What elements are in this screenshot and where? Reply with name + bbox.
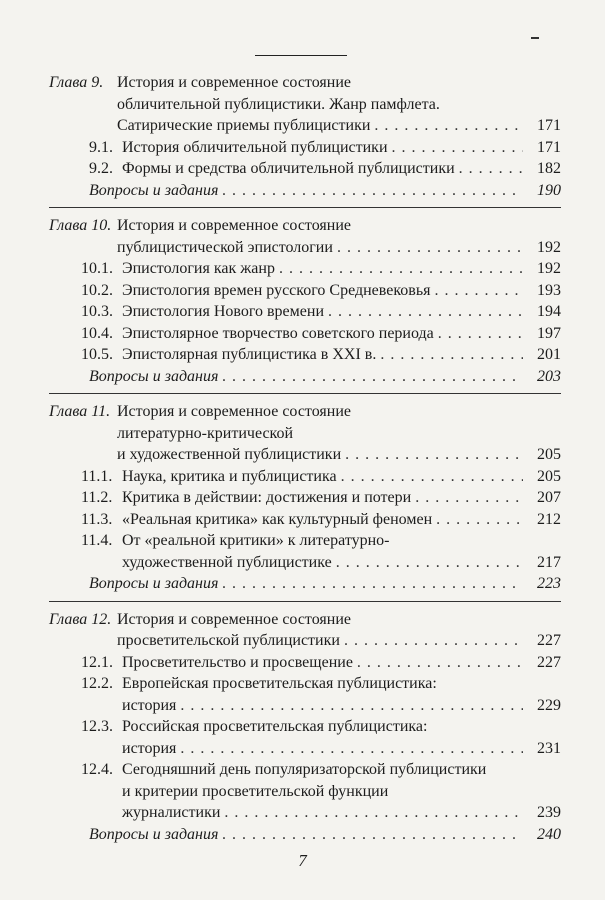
section-number: 11.1. <box>81 467 113 485</box>
chapter-title-line <box>49 401 561 423</box>
dot-leader <box>180 738 523 760</box>
table-of-contents <box>49 72 561 851</box>
chapter-title-text: История и современное состояние <box>117 403 351 420</box>
section-line <box>49 466 561 488</box>
chapter-label: Глава 10. <box>49 217 112 234</box>
section-title-text: художественной публицистике <box>122 553 332 571</box>
page-ref: 239 <box>537 804 561 821</box>
section-title-text: Критика в действии: достижения и потери <box>122 489 412 506</box>
page-ref: 182 <box>537 160 561 177</box>
chapter-title-line <box>49 423 561 445</box>
dot-leader <box>222 824 523 846</box>
section-line <box>49 509 561 531</box>
dot-leader <box>374 115 523 137</box>
page-ref: 193 <box>537 281 561 299</box>
section-title-text: журналистики <box>122 804 221 821</box>
chapter-title-text: История и современное состояние <box>117 217 351 234</box>
section-number: 10.5. <box>81 346 113 363</box>
section-line <box>49 552 561 574</box>
section-number: 12.2. <box>81 675 113 692</box>
dot-leader <box>222 573 523 595</box>
dot-leader <box>224 802 523 824</box>
chapter-label: Глава 11. <box>49 403 111 420</box>
chapter-entry <box>49 601 561 846</box>
section-title-text: Российская просветительская публицистика: <box>122 718 428 735</box>
chapter-title-line <box>49 94 561 116</box>
chapter-title-line <box>49 215 561 237</box>
chapter-entry <box>49 207 561 387</box>
section-line <box>49 781 561 803</box>
page-ref: 194 <box>537 303 561 320</box>
chapter-title-text: и художественной публицистики <box>117 446 342 463</box>
page-number: 7 <box>298 851 307 870</box>
dot-leader <box>435 280 524 302</box>
section-line <box>49 695 561 717</box>
section-number: 10.2. <box>81 281 113 299</box>
chapter-title-text: публицистической эпистологии <box>117 238 333 256</box>
chapter-title-line <box>49 115 561 137</box>
section-line <box>49 301 561 323</box>
section-number: 11.2. <box>81 489 113 506</box>
questions-line <box>49 366 561 388</box>
section-line <box>49 673 561 695</box>
section-number: 10.4. <box>81 324 113 342</box>
page-ref: 190 <box>537 181 561 199</box>
chapter-title-line <box>49 630 561 652</box>
dot-leader <box>341 466 523 488</box>
dot-leader <box>336 552 523 574</box>
page-ref: 203 <box>537 367 561 385</box>
page-ref: 227 <box>537 653 561 671</box>
chapter-entry <box>49 393 561 595</box>
dot-leader <box>328 301 523 323</box>
dot-leader <box>222 366 523 388</box>
section-number: 12.3. <box>81 718 113 735</box>
dot-leader <box>344 630 523 652</box>
questions-label: Вопросы и задания <box>89 367 219 385</box>
dot-leader <box>436 509 523 531</box>
section-title-text: «Реальная критика» как культурный феномен <box>122 510 433 528</box>
page-ref: 240 <box>537 825 561 843</box>
section-title-text: История обличительной публицистики <box>122 138 388 156</box>
section-line <box>49 258 561 280</box>
questions-line <box>49 180 561 202</box>
page-ref: 231 <box>537 739 561 757</box>
section-line <box>49 738 561 760</box>
chapter-title-line <box>49 609 561 631</box>
section-number: 11.3. <box>81 510 113 528</box>
section-title-text: Сегодняшний день популяризаторской публицистики <box>122 761 487 778</box>
dot-leader <box>392 137 523 159</box>
chapter-title-text: История и современное состояние <box>117 74 351 91</box>
dot-leader <box>415 487 523 509</box>
section-title-text: Эпистология как жанр <box>122 260 275 277</box>
page-ref: 197 <box>537 324 561 342</box>
section-line <box>49 716 561 738</box>
section-title-text: Эпистология времен русского Средневековья <box>122 281 431 299</box>
chapter-entry <box>49 72 561 201</box>
page-ref: 171 <box>537 138 561 156</box>
section-number: 9.2. <box>89 160 113 177</box>
page-ref: 223 <box>537 575 561 592</box>
questions-line <box>49 573 561 595</box>
section-line <box>49 280 561 302</box>
dot-leader <box>279 258 523 280</box>
section-title-text: и критерии просветительской функции <box>122 782 389 800</box>
section-line <box>49 530 561 552</box>
page-ref: 201 <box>537 346 561 363</box>
chapter-title-line <box>49 444 561 466</box>
section-number: 12.1. <box>81 653 113 671</box>
section-title-text: Эпистолярная публицистика в XXI в. <box>122 346 377 363</box>
chapter-title-line <box>49 237 561 259</box>
chapter-label: Глава 9. <box>49 74 104 91</box>
section-title-text: Просветительство и просвещение <box>122 653 353 671</box>
dot-leader <box>337 237 523 259</box>
chapter-title-line <box>49 72 561 94</box>
top-rule <box>255 55 347 56</box>
section-line <box>49 652 561 674</box>
chapter-title-text: просветительской публицистики <box>117 632 340 649</box>
page-ref: 212 <box>537 510 561 528</box>
dot-leader <box>222 180 523 202</box>
section-title-text: Эпистология Нового времени <box>122 303 324 320</box>
section-number: 9.1. <box>89 138 113 156</box>
section-line <box>49 759 561 781</box>
page-ref: 227 <box>537 632 561 649</box>
questions-label: Вопросы и задания <box>89 575 219 592</box>
questions-label: Вопросы и задания <box>89 825 219 843</box>
chapter-title-text: обличительной публицистики. Жанр памфлета. <box>117 95 440 113</box>
section-number: 10.3. <box>81 303 113 320</box>
dot-leader <box>357 652 523 674</box>
section-number: 11.4. <box>81 532 113 549</box>
section-title-text: Формы и средства обличительной публицистики <box>122 160 455 177</box>
section-line <box>49 158 561 180</box>
section-number: 12.4. <box>81 761 113 778</box>
chapter-title-text: литературно-критической <box>117 424 294 442</box>
section-line <box>49 344 561 366</box>
page-ref: 192 <box>537 238 561 256</box>
chapter-title-text: Сатирические приемы публицистики <box>117 117 371 134</box>
corner-mark <box>531 37 539 39</box>
section-title-text: Эпистолярное творчество советского периода <box>122 324 434 342</box>
page-ref: 192 <box>537 260 561 277</box>
page-ref: 171 <box>537 117 561 134</box>
questions-label: Вопросы и задания <box>89 181 219 199</box>
section-title-text: история <box>122 739 177 757</box>
section-line <box>49 137 561 159</box>
dot-leader <box>180 695 523 717</box>
dot-leader <box>380 344 523 366</box>
section-number: 10.1. <box>81 260 113 277</box>
section-line <box>49 323 561 345</box>
page-ref: 229 <box>537 696 561 714</box>
section-line <box>49 487 561 509</box>
page-ref: 205 <box>537 467 561 485</box>
section-title-text: история <box>122 696 177 714</box>
section-title-text: Наука, критика и публицистика <box>122 467 337 485</box>
section-line <box>49 802 561 824</box>
dot-leader <box>438 323 523 345</box>
dot-leader <box>459 158 523 180</box>
chapter-title-text: История и современное состояние <box>117 610 351 628</box>
page-ref: 207 <box>537 489 561 506</box>
dot-leader <box>345 444 523 466</box>
questions-line <box>49 824 561 846</box>
section-title-text: От «реальной критики» к литературно- <box>122 532 390 549</box>
chapter-label: Глава 12. <box>49 610 112 628</box>
page-ref: 217 <box>537 553 561 571</box>
section-title-text: Европейская просветительская публицистика: <box>122 675 437 692</box>
page-ref: 205 <box>537 446 561 463</box>
